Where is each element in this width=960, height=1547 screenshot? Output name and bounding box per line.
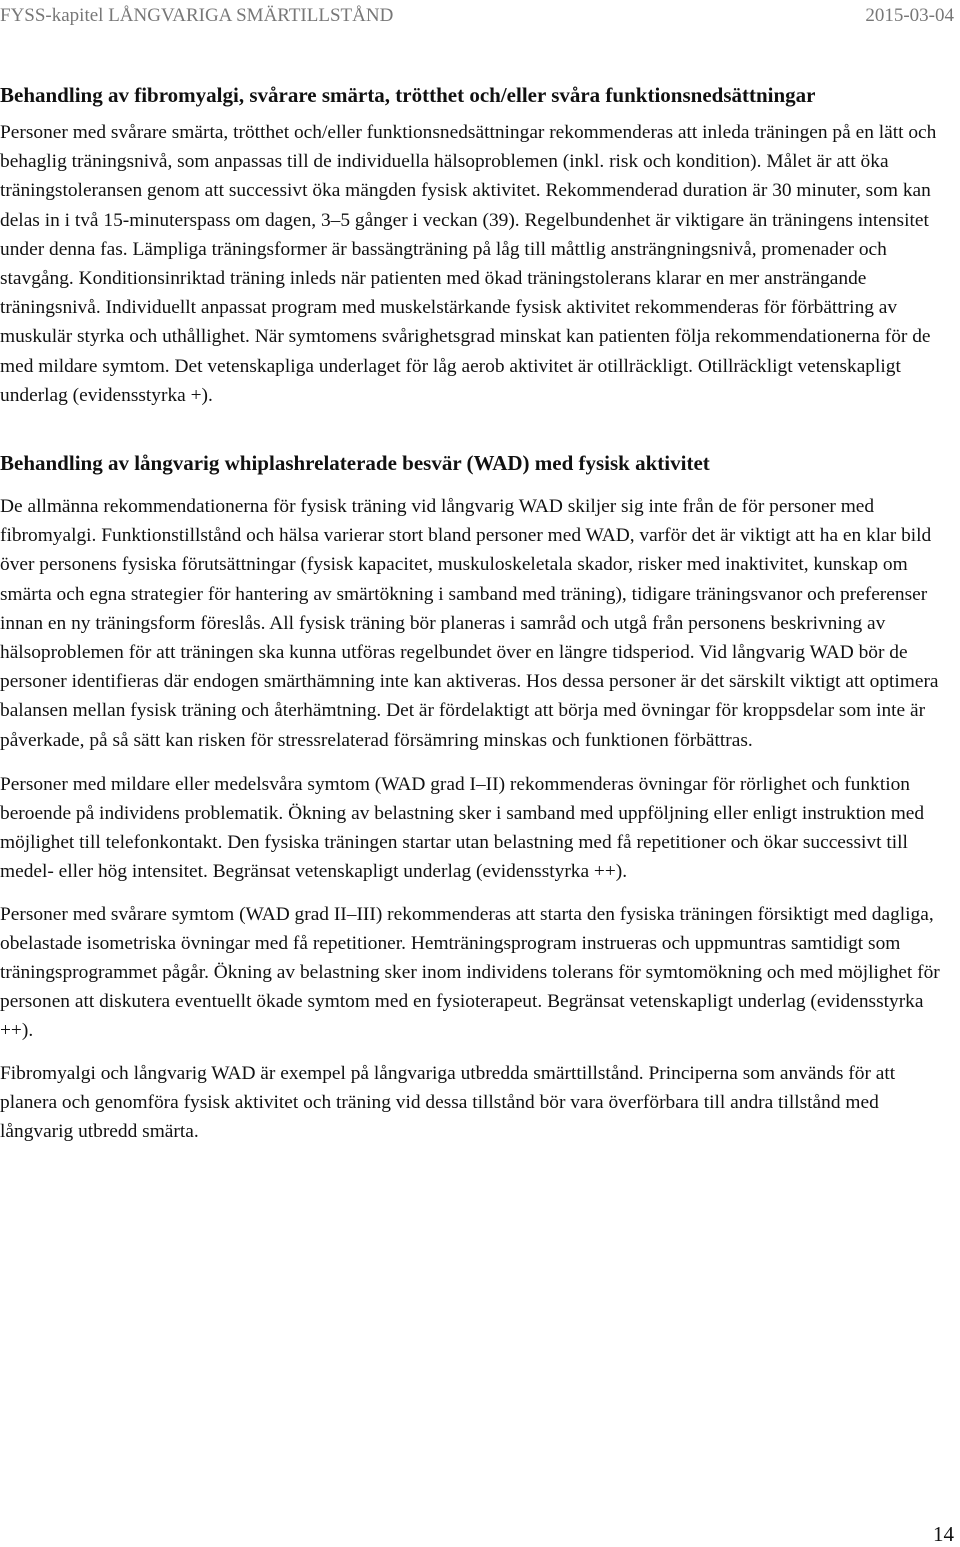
page-number: 14 xyxy=(933,1522,954,1546)
section-heading-fibromyalgia: Behandling av fibromyalgi, svårare smärta, trötthet och/eller svåra funktionsnedsättningar xyxy=(0,83,816,107)
document-date: 2015-03-04 xyxy=(865,5,954,26)
paragraph-wad-mild: Personer med mildare eller medelsvåra symtom (WAD grad I–II) rekommenderas övningar för rörlighet och funktion beroende på individens problematik. Ökning av belastning sker i samband med uppföljning eller enligt instruktion med möjlighet till telefonkontakt. Den fysiska träningen startar utan belastning med få repetitioner och ökar successivt till medel- eller hög intensitet. Begränsat vetenskapligt underlag (evidensstyrka ++). xyxy=(0,773,925,883)
paragraph-wad-general: De allmänna rekommendationerna för fysisk träning vid långvarig WAD skiljer sig inte från de för personer med fibromyalgi. Funktionstillstånd och hälsa varierar stort bland personer med WAD, varför det är viktigt att ha en klar bild över personens fysiska förutsättningar (fysisk kapacitet, muskuloskeletala skador, risker med inaktivitet, kunskap om smärta och egna strategier för hantering av smärtökning i samband med träning), tidigare träningsvanor och preferenser innan en ny träningsform föreslås. All fysisk träning bör planeras i samråd och utgå från personens beskrivning av hälsoproblemen för att träningen ska kunna utföras regelbundet över en längre tidsperiod. Vid långvarig WAD bör de personer identifieras där endogen smärthämning inte kan aktiveras. Hos dessa personer är det särskilt viktigt att optimera balansen mellan fysisk träning och återhämtning. Det är fördelaktigt att börja med övningar för kroppsdelar som inte är påverkade, på så sätt kan risken för stressrelaterad försämring minskas och funktionen förbättras. xyxy=(0,496,939,751)
document-body xyxy=(0,80,954,1159)
paragraph-fibromyalgia-treatment: Personer med svårare smärta, trötthet och/eller funktionsnedsättningar rekommenderas att inleda träningen på en lätt och behaglig träningsnivå, som anpassas till de individuella hälsoproblemen (inkl. risk och kondition). Målet är att öka träningstoleransen genom att successivt öka mängden fysisk aktivitet. Rekommenderad duration är 30 minuter, som kan delas in i två 15-minuterspass om dagen, 3–5 gånger i veckan (39). Regelbundenhet är viktigare än träningens intensitet under denna fas. Lämpliga träningsformer är bassängträning på låg till måttlig ansträngningsnivå, promenader och stavgång. Konditionsinriktad träning inleds när patienten med ökad träningstolerans klarar en mer ansträngande träningsnivå. Individuellt anpassat program med muskelstärkande fysisk aktivitet rekommenderas för förbättring av muskulär styrka och uthållighet. När symtomens svårighetsgrad minskat kan patienten följa rekommendationerna för de med mildare symtom. Det vetenskapliga underlaget för låg aerob aktivitet är otillräckligt. Otillräckligt vetenskapligt underlag (evidensstyrka +). xyxy=(0,122,937,406)
paragraph-wad-summary: Fibromyalgi och långvarig WAD är exempel på långvariga utbredda smärttillstånd. Principerna som används för att planera och genomföra fysisk aktivitet och träning vid dessa tillstånd bör vara överförbara till andra tillstånd med långvarig utbredd smärta. xyxy=(0,1062,896,1143)
section-heading-wad: Behandling av långvarig whiplashrelaterade besvär (WAD) med fysisk aktivitet xyxy=(0,451,710,476)
paragraph-wad-severe: Personer med svårare symtom (WAD grad II–III) rekommenderas att starta den fysiska träningen försiktigt med dagliga, obelastade isometriska övningar med få repetitioner. Hemträningsprogram instrueras och uppmuntras samtidigt som träningsprogrammet pågår. Ökning av belastning sker inom individens tolerans för symtomökning och med möjlighet för personen att diskutera eventuellt ökade symtom med en fysioterapeut. Begränsat vetenskapligt underlag (evidensstyrka ++). xyxy=(0,903,940,1042)
page-header xyxy=(0,4,954,28)
document-title: FYSS-kapitel LÅNGVARIGA SMÄRTILLSTÅND xyxy=(0,5,394,26)
